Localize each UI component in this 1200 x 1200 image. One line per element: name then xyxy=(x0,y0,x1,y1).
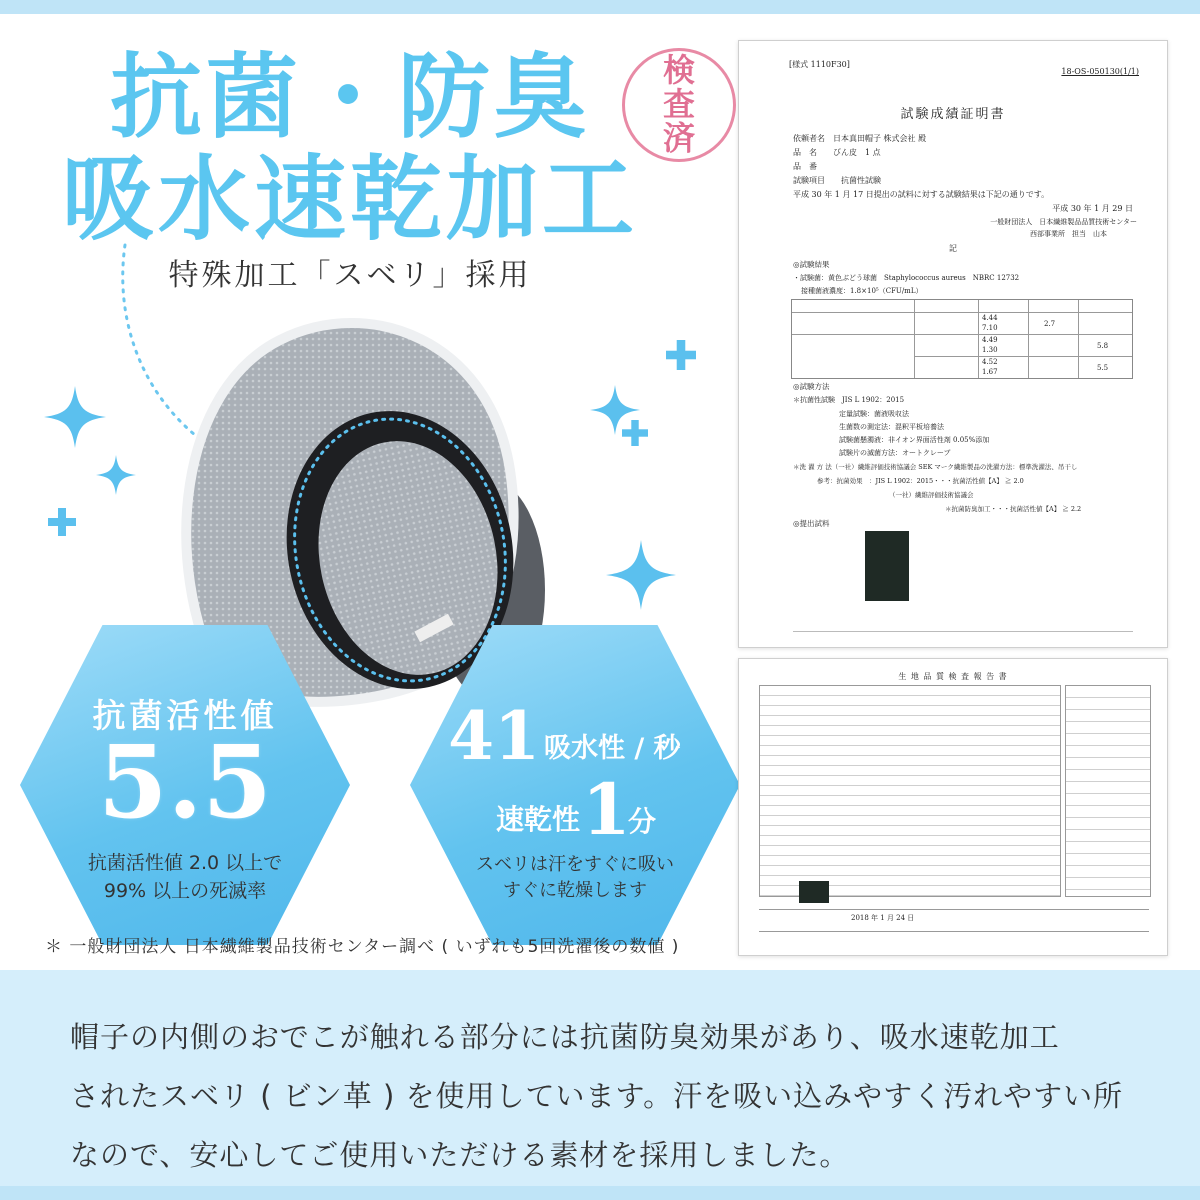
doc-wash-method: ＊洗 濯 方 法（一社）繊維評価技術協議会 SEK マーク繊維製品の洗濯方法：標準洗濯法、吊干し xyxy=(793,463,1078,471)
doc-value: 5.8 xyxy=(1097,342,1109,350)
description-text xyxy=(70,1008,1150,1185)
doc-title: 試験成績証明書 xyxy=(900,107,1006,122)
doc-value: 5.5 xyxy=(1097,364,1109,372)
doc-method: ＊抗菌性試験 JIS L 1902：2015 xyxy=(793,396,905,404)
doc-value: 7.10 xyxy=(982,324,998,332)
doc-reference: 参考：抗菌効果 ：JIS L 1902：2015・・・抗菌活性値【A】 ≧ 2.0 xyxy=(817,477,1024,485)
doc-office: 西部事業所 担当 山本 xyxy=(1030,230,1107,238)
absorb-value: 41 xyxy=(448,697,540,775)
stamp-char: 査 xyxy=(662,85,695,123)
doc-sample-swatch xyxy=(865,531,909,601)
doc-sample-heading: ◎提出試料 xyxy=(793,519,830,528)
absorb-note-line1: スベリは汗をすぐに吸い xyxy=(476,854,674,875)
antibacterial-note-line2: 99% 以上の死滅率 xyxy=(103,880,267,902)
doc-result-table xyxy=(791,299,1133,379)
sparkle-icon xyxy=(96,455,136,495)
doc2-sample-swatch xyxy=(799,881,829,903)
doc-value: 4.52 xyxy=(982,358,998,366)
doc-ki: 記 xyxy=(949,244,957,253)
doc-item-number: 品 番 xyxy=(793,162,817,171)
doc-intro: 平成 30 年 1 月 17 日提出の試料に対する試験結果は下記の通りです。 xyxy=(793,190,1050,199)
doc-method: 試験菌懸濁液：非イオン界面活性剤 0.05%添加 xyxy=(839,436,990,444)
antibacterial-value: 5.5 xyxy=(98,723,272,841)
page-title-line2: 吸水速乾加工 xyxy=(61,146,638,253)
description-line2: されたスベリ ( ビン革 ) を使用しています。汗を吸い込みやすく汚れやすい所 xyxy=(70,1079,1124,1113)
test-certificate-document xyxy=(738,40,1168,648)
stamp-char: 済 xyxy=(662,119,695,157)
footnote: ＊ 一般財団法人 日本繊維製品技術センター調べ ( いずれも5回洗濯後の数値 ) xyxy=(45,937,680,957)
quickdry-unit: 分 xyxy=(628,805,657,838)
doc-bacteria: ・試験菌：黄色ぶどう球菌 Staphylococcus aureus NBRC 12732 xyxy=(793,274,1020,282)
plus-icon xyxy=(48,508,76,536)
doc-value: 4.44 xyxy=(982,314,998,322)
quickdry-label: 速乾性 xyxy=(495,803,580,836)
absorb-label: 吸水性 / 秒 xyxy=(544,733,681,764)
doc2-date: 2018 年 1 月 24 日 xyxy=(851,914,915,922)
doc-reference: （一社）繊維評価技術協議会 xyxy=(889,491,974,499)
page-title-line1: 抗菌・防臭 xyxy=(109,44,590,151)
doc-reference: ＊抗菌防臭加工・・・抗菌活性値【A】 ≧ 2.2 xyxy=(945,505,1082,513)
doc-item: 品 名 びん皮 1 点 xyxy=(793,148,881,157)
doc-form-number: [様式 1110F30] xyxy=(789,60,850,69)
doc-inoculum: 接種菌液濃度：1.8×10⁵（CFU/mL） xyxy=(801,287,923,295)
quickdry-value: 1 xyxy=(582,768,631,851)
doc-value: 1.67 xyxy=(982,368,998,376)
antibacterial-note-line1: 抗菌活性値 2.0 以上で xyxy=(87,852,283,874)
doc2-grid xyxy=(759,685,1061,897)
doc-client: 依頼者名 日本真田帽子 株式会社 殿 xyxy=(793,134,927,143)
doc-method: 定量試験：菌液吸収法 xyxy=(839,410,909,418)
inspected-stamp xyxy=(622,48,736,162)
doc-value: 1.30 xyxy=(982,346,998,354)
antibacterial-label: 抗菌活性値 xyxy=(92,696,278,735)
absorb-note-line2: すぐに乾燥します xyxy=(503,880,647,901)
doc-date: 平成 30 年 1 月 29 日 xyxy=(1052,204,1133,213)
doc-value: 2.7 xyxy=(1044,320,1056,328)
sparkle-icon xyxy=(44,386,106,448)
quality-report-document xyxy=(738,658,1168,956)
bottom-stripe xyxy=(0,1186,1200,1200)
description-line3: なので、安心してご使用いただける素材を採用しました。 xyxy=(70,1138,850,1172)
doc2-side-panel xyxy=(1065,685,1151,897)
doc-method: 試験片の滅菌方法：オートクレーブ xyxy=(839,449,951,457)
doc2-title: 生 地 品 質 検 査 報 告 書 xyxy=(898,672,1008,681)
top-stripe xyxy=(0,0,1200,14)
doc-value: 4.49 xyxy=(982,336,998,344)
plus-icon xyxy=(666,340,696,370)
sparkle-icon xyxy=(606,540,676,610)
doc-issuer: 一般財団法人 日本繊維製品品質技術センター xyxy=(990,218,1137,226)
doc-method-heading: ◎試験方法 xyxy=(793,382,830,391)
subtitle: 特殊加工「スベリ」採用 xyxy=(168,258,532,293)
stamp-char: 検 xyxy=(662,51,695,89)
doc-result-heading: ◎試験結果 xyxy=(793,260,830,269)
description-line1: 帽子の内側のおでこが触れる部分には抗菌防臭効果があり、吸水速乾加工 xyxy=(70,1020,1060,1054)
doc-method: 生菌数の測定法：混釈平板培養法 xyxy=(839,423,944,431)
doc-number: 18-OS-050130(1/1) xyxy=(1061,67,1139,76)
plus-icon xyxy=(622,420,648,446)
doc-test-item: 試験項目 抗菌性試験 xyxy=(793,176,881,185)
